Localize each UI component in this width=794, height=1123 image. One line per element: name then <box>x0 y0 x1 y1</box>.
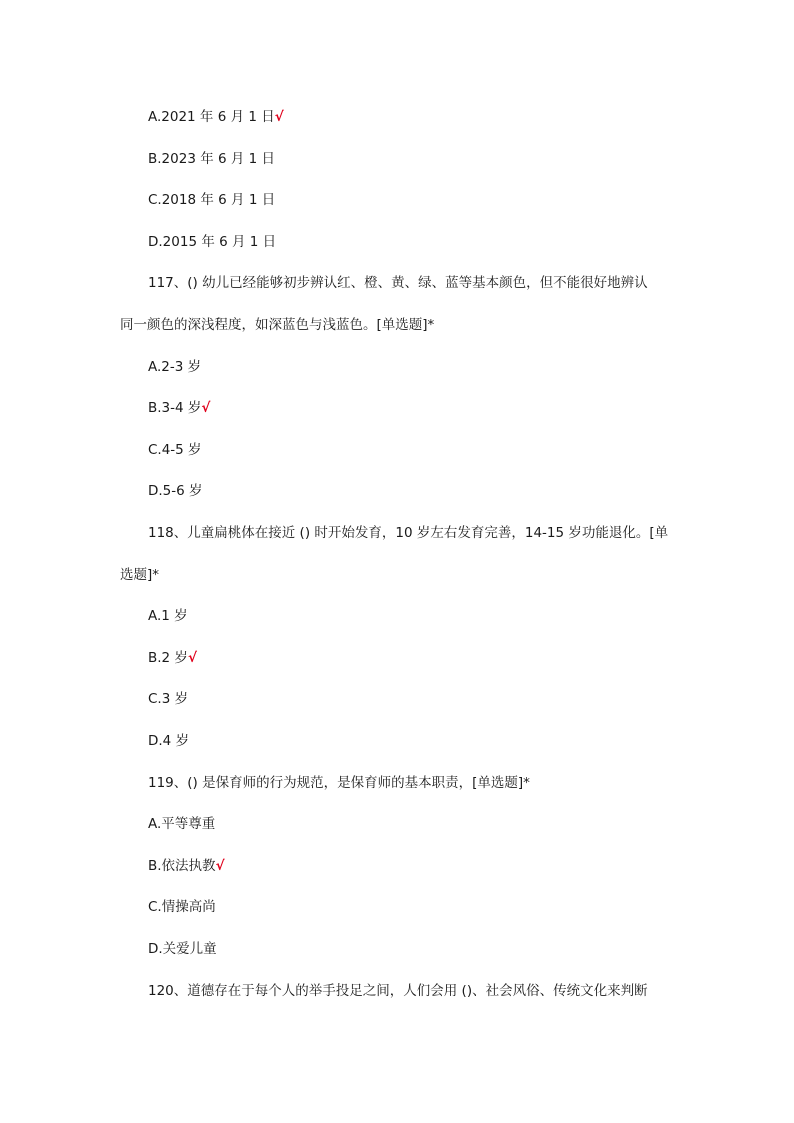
option-text: D.关爱儿童 <box>148 941 217 957</box>
check-mark-icon: √ <box>201 400 211 416</box>
option-a <box>148 815 215 833</box>
option-c <box>148 191 275 209</box>
option-text: B.2023 年 6 月 1 日 <box>148 151 276 167</box>
option-text: C.情操高尚 <box>148 899 216 915</box>
option-text: A.2021 年 6 月 1 日 <box>148 109 275 125</box>
check-mark-icon: √ <box>215 858 225 874</box>
option-c <box>148 690 188 708</box>
option-text: C.4-5 岁 <box>148 442 202 458</box>
question-117-text: 117、() 幼儿已经能够初步辨认红、橙、黄、绿、蓝等基本颜色，但不能很好地辨认 <box>148 275 648 291</box>
option-text: A.1 岁 <box>148 608 188 624</box>
option-a <box>148 108 284 126</box>
option-b <box>148 399 210 417</box>
option-text: D.2015 年 6 月 1 日 <box>148 234 277 250</box>
option-d <box>148 732 189 750</box>
check-mark-icon: √ <box>187 650 197 666</box>
question-118-text-cont: 选题]* <box>120 567 160 583</box>
option-b <box>148 857 225 875</box>
option-text: B.2 岁 <box>148 650 188 666</box>
check-mark-icon: √ <box>274 109 284 125</box>
option-text: B.3-4 岁 <box>148 400 202 416</box>
option-text: D.5-6 岁 <box>148 483 203 499</box>
option-text: D.4 岁 <box>148 733 190 749</box>
option-d <box>148 233 276 251</box>
option-d <box>148 482 203 500</box>
question-119-text: 119、() 是保育师的行为规范，是保育师的基本职责，[单选题]* <box>148 775 530 791</box>
option-text: A.2-3 岁 <box>148 359 202 375</box>
option-c <box>148 898 216 916</box>
option-d <box>148 940 217 958</box>
option-text: A.平等尊重 <box>148 816 216 832</box>
option-text: B.依法执教 <box>148 858 216 874</box>
option-b <box>148 150 275 168</box>
option-a <box>148 607 188 625</box>
option-a <box>148 358 201 376</box>
option-text: C.3 岁 <box>148 691 189 707</box>
option-c <box>148 441 202 459</box>
option-b <box>148 649 197 667</box>
question-117-text-cont: 同一颜色的深浅程度，如深蓝色与浅蓝色。[单选题]* <box>120 317 435 333</box>
option-text: C.2018 年 6 月 1 日 <box>148 192 276 208</box>
question-120-text: 120、道德存在于每个人的举手投足之间，人们会用 ()、社会风俗、传统文化来判断 <box>148 983 648 999</box>
question-118-text: 118、儿童扁桃体在接近 () 时开始发育，10 岁左右发育完善，14-15 岁功能退化。[单 <box>148 525 669 541</box>
